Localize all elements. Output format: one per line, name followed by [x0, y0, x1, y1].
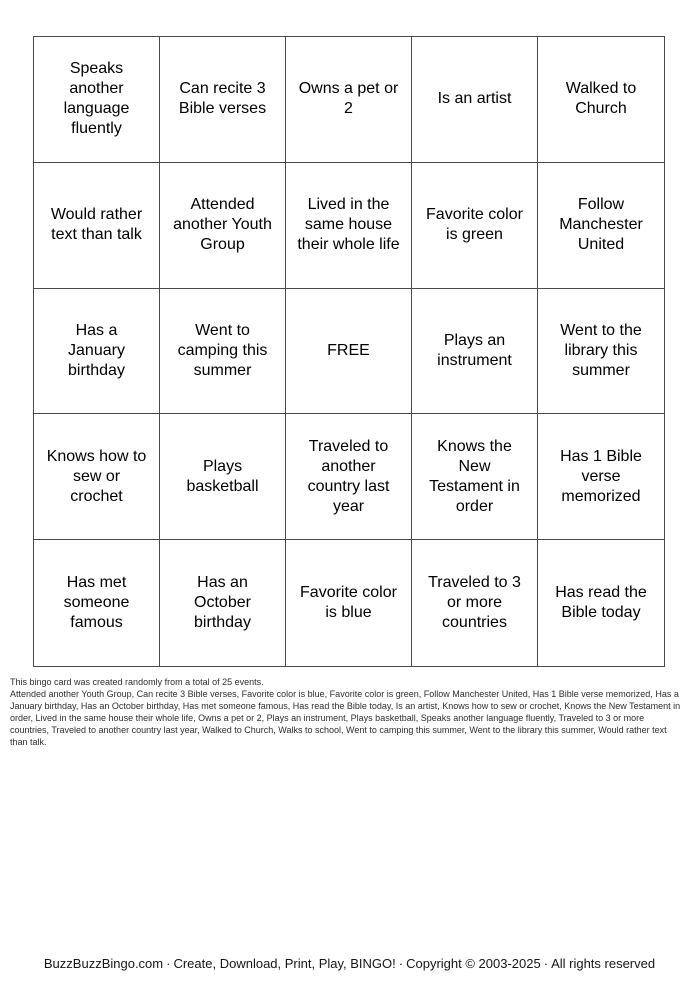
footer-separator: ·	[166, 956, 171, 971]
bingo-cell	[160, 414, 286, 540]
bingo-cell	[160, 540, 286, 666]
footer-rights: All rights reserved	[551, 956, 656, 971]
bingo-cell-label: Walked to Church	[565, 80, 637, 118]
bingo-cell	[412, 289, 538, 415]
bingo-cell-label: Follow Manchester United	[559, 196, 643, 254]
free-cell-label: FREE	[327, 341, 370, 359]
bingo-cell	[538, 540, 664, 666]
bingo-cell	[412, 414, 538, 540]
bingo-cell	[34, 289, 160, 415]
bingo-cell-label: Traveled to another country last year	[307, 437, 390, 515]
bingo-cell-label: Has read the Bible today	[555, 584, 647, 622]
bingo-cell-label: Speaks another language fluently	[63, 60, 130, 138]
bingo-cell-label: Is an artist	[437, 90, 512, 108]
bingo-cell	[34, 414, 160, 540]
footer-separator: ·	[398, 956, 404, 971]
bingo-card-grid	[33, 36, 665, 667]
bingo-cell-label: Has met someone famous	[63, 574, 130, 632]
bingo-cell-label: Favorite color is blue	[300, 584, 397, 622]
bingo-cell-label: Went to camping this summer	[177, 321, 268, 379]
footer-site-name: BuzzBuzzBingo.com	[43, 956, 164, 971]
bingo-cell	[286, 37, 412, 163]
bingo-cell-label: Has an October birthday	[194, 574, 251, 632]
bingo-cell	[34, 163, 160, 289]
bingo-cell	[538, 414, 664, 540]
bingo-cell	[160, 163, 286, 289]
bingo-cell	[286, 414, 412, 540]
bingo-cell-label: Knows the New Testament in order	[429, 437, 520, 515]
bingo-free-cell	[286, 289, 412, 415]
bingo-cell	[538, 289, 664, 415]
bingo-cell	[34, 540, 160, 666]
bingo-cell-label: Lived in the same house their whole life	[297, 196, 400, 254]
bingo-cell-label: Attended another Youth Group	[173, 196, 272, 254]
bingo-cell-label: Knows how to sew or crochet	[46, 447, 147, 505]
bingo-cell	[538, 163, 664, 289]
bingo-cell	[286, 163, 412, 289]
bingo-cell	[412, 163, 538, 289]
bingo-cell	[412, 540, 538, 666]
bingo-cell	[160, 37, 286, 163]
bingo-cell-label: Would rather text than talk	[50, 206, 143, 244]
bingo-cell-label: Can recite 3 Bible verses	[178, 80, 267, 118]
bingo-cell	[286, 540, 412, 666]
bingo-cell-label: Plays basketball	[186, 457, 259, 495]
card-description	[10, 676, 682, 748]
bingo-cell-label: Went to the library this summer	[560, 321, 642, 379]
bingo-cell	[412, 37, 538, 163]
bingo-cell-label: Has 1 Bible verse memorized	[560, 447, 642, 505]
bingo-cell	[160, 289, 286, 415]
footer-tagline: Create, Download, Print, Play, BINGO!	[173, 956, 396, 971]
footer-copyright: Copyright © 2003-2025	[406, 956, 541, 971]
bingo-cell-label: Owns a pet or 2	[298, 80, 399, 118]
bingo-cell	[538, 37, 664, 163]
description-intro: This bingo card was created randomly from a total of 25 events.	[10, 677, 264, 687]
bingo-cell-label: Traveled to 3 or more countries	[428, 574, 521, 632]
bingo-cell	[34, 37, 160, 163]
description-events-list: Attended another Youth Group, Can recite 3 Bible verses, Favorite color is blue, Favorite color is green, Follow Manchester United, Has 1 Bible verse memorized, Has a January birthday, Has an October birthday, Has met someone famous, Has read the Bible today, Is an artist, Knows how to sew or crochet, Knows the New Testament in order, Lived in the same house their whole life, Owns a pet or 2, Plays an instrument, Plays basketball, Speaks another language fluently, Traveled to 3 or more countries, Traveled to another country last year, Walked to Church, Walks to school, Went to camping this summer, Went to the library this summer, Would rather text than talk.	[10, 689, 681, 747]
bingo-cell-label: Has a January birthday	[68, 321, 125, 379]
bingo-cell-label: Plays an instrument	[437, 331, 512, 369]
page-footer	[0, 956, 699, 972]
footer-separator: ·	[543, 956, 549, 971]
bingo-cell-label: Favorite color is green	[426, 206, 523, 244]
